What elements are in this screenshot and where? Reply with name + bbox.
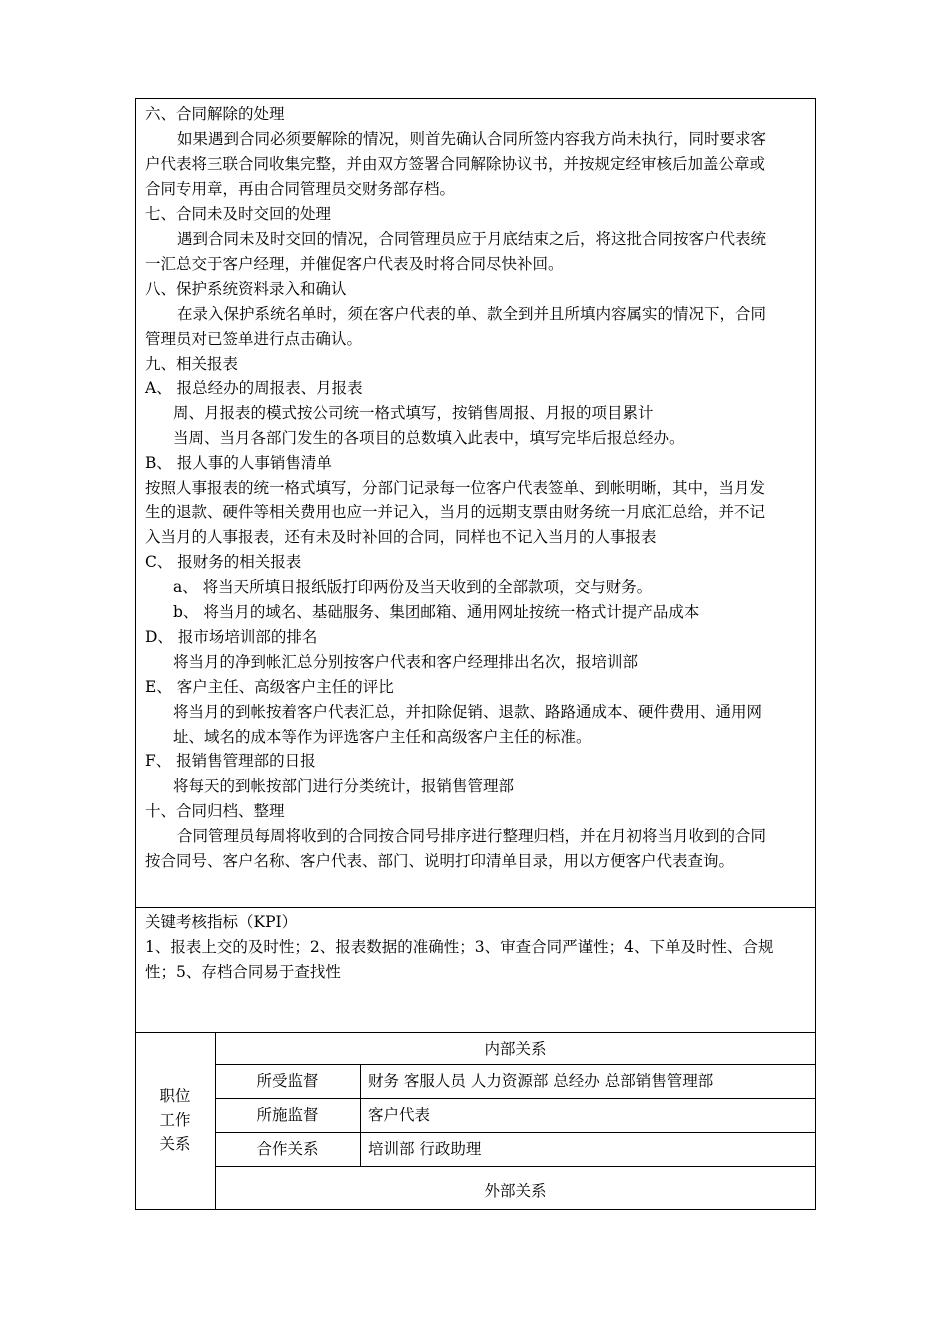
section-heading: 六、合同解除的处理 [145,105,285,123]
divider [360,1064,361,1166]
relation-value: 财务 客服人员 人力资源部 总经办 总部销售管理部 [368,1072,714,1090]
list-item: a、 将当天所填日报纸版打印两份及当天收到的全部款项，交与财务。 [173,578,653,596]
paragraph-line: 户代表将三联合同收集完整，并由双方签署合同解除协议书，并按规定经审核后加盖公章或 [145,155,766,173]
side-label [135,1084,215,1156]
side-label-line: 关系 [159,1135,191,1153]
relation-label: 所受监督 [256,1072,319,1090]
paragraph-line: 一汇总交于客户经理，并催促客户代表及时将合同尽快补回。 [145,255,564,273]
paragraph-line: 将每天的到帐按部门进行分类统计，报销售管理部 [173,777,515,795]
relation-value: 客户代表 [368,1106,431,1124]
divider [135,907,816,908]
paragraph-line: 生的退款、硬件等相关费用也应一并记入，当月的远期支票由财务统一月底汇总给，并不记 [145,503,766,521]
divider [135,1032,816,1033]
side-label-line: 工作 [159,1111,191,1129]
paragraph-line: 将当月的到帐按着客户代表汇总，并扣除促销、退款、路路通成本、硬件费用、通用网 [173,703,763,721]
subsection-heading: D、 报市场培训部的排名 [145,628,318,646]
paragraph-line: 按照人事报表的统一格式填写，分部门记录每一位客户代表签单、到帐明晰，其中，当月发 [145,479,766,497]
paragraph-line: 合同管理员每周将收到的合同按合同号排序进行整理归档，并在月初将当月收到的合同 [177,827,767,845]
paragraph-line: 入当月的人事报表，还有未及时补回的合同，同样也不记入当月的人事报表 [145,528,657,546]
subsection-heading: E、 客户主任、高级客户主任的评比 [145,678,394,696]
divider [215,1064,816,1065]
list-item: b、 将当月的域名、基础服务、集团邮箱、通用网址按统一格式计提产品成本 [173,603,700,621]
paragraph-line: 如果遇到合同必须要解除的情况，则首先确认合同所签内容我方尚未执行，同时要求客 [177,130,767,148]
relation-label: 合作关系 [256,1140,319,1158]
subsection-heading: F、 报销售管理部的日报 [145,752,316,770]
relation-value: 培训部 行政助理 [368,1140,482,1158]
paragraph-line: 合同专用章，再由合同管理员交财务部存档。 [145,180,456,198]
external-relations-header: 外部关系 [484,1182,547,1200]
paragraph-line: 将当月的净到帐汇总分别按客户代表和客户经理排出名次，报培训部 [173,653,639,671]
internal-relations-header: 内部关系 [484,1040,547,1058]
relation-label: 所施监督 [256,1106,319,1124]
section-heading: 十、合同归档、整理 [145,802,285,820]
kpi-line: 性；5、存档合同易于查找性 [145,963,341,981]
paragraph-line: 当周、当月各部门发生的各项目的总数填入此表中，填写完毕后报总经办。 [173,429,685,447]
subsection-heading: A、 报总经办的周报表、月报表 [145,379,363,397]
paragraph-line: 遇到合同未及时交回的情况，合同管理员应于月底结束之后，将这批合同按客户代表统 [177,230,767,248]
divider [215,1132,816,1133]
subsection-heading: B、 报人事的人事销售清单 [145,454,332,472]
subsection-heading: C、 报财务的相关报表 [145,553,302,571]
section-heading: 七、合同未及时交回的处理 [145,205,332,223]
paragraph-line: 址、域名的成本等作为评选客户主任和高级客户主任的标准。 [173,728,592,746]
divider [215,1166,816,1167]
paragraph-line: 按合同号、客户名称、客户代表、部门、说明打印清单目录，用以方便客户代表查询。 [145,852,735,870]
kpi-title: 关键考核指标（KPI） [145,913,298,931]
paragraph-line: 周、月报表的模式按公司统一格式填写，按销售周报、月报的项目累计 [173,404,654,422]
section-heading: 八、保护系统资料录入和确认 [145,280,347,298]
paragraph-line: 在录入保护系统名单时，须在客户代表的单、款全到并且所填内容属实的情况下，合同 [177,305,767,323]
paragraph-line: 管理员对已签单进行点击确认。 [145,330,363,348]
kpi-line: 1、报表上交的及时性；2、报表数据的准确性；3、审查合同严谨性；4、下单及时性、合规 [145,938,774,956]
section-heading: 九、相关报表 [145,355,239,373]
divider [215,1098,816,1099]
side-label-line: 职位 [159,1087,191,1105]
